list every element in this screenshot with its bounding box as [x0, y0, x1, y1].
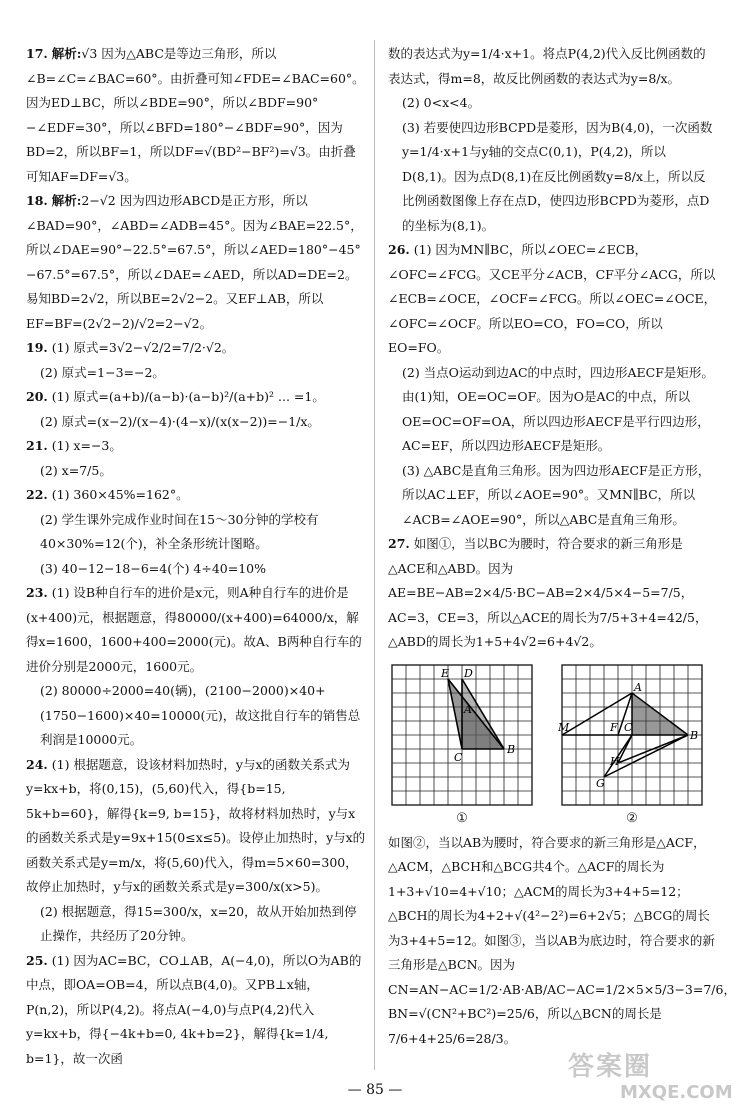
question-number: 27. [388, 536, 410, 551]
analysis-tag: 解析: [51, 46, 82, 61]
svg-text:F: F [610, 720, 618, 734]
answer-subpart: (2) 原式=(x−2)/(x−4)·(4−x)/(x(x−2))=−1/x。 [40, 413, 320, 429]
right-column [388, 42, 736, 1051]
answer-subpart: (3) △ABC是直角三角形。因为四边形AECF是正方形，所以AC⊥EF，所以∠AOE=90°。又MN∥BC，所以∠ACB=∠AOE=90°，所以△ABC是直角三角形。 [402, 462, 711, 527]
figures-row [388, 661, 706, 829]
answer-item [26, 434, 366, 459]
analysis-tag: 解析: [51, 193, 82, 208]
svg-text:B: B [690, 728, 699, 742]
question-number: 18. [26, 193, 48, 208]
answer-text: (1) 原式=(a+b)/(a−b)·(a−b)²/(a+b)² ... =1。 [51, 389, 325, 404]
figure-1-caption: ① [456, 810, 468, 826]
answer-item [26, 949, 366, 1072]
after-figures-text: 如图②，当以AB为腰时，符合要求的新三角形是△ACF，△ACM，△BCH和△BCG共4个。△ACF的周长为1+3+√10=4+√10；△ACM的周长为3+4+5=12；△BCH的周长为4+2+√(4²−2²)=6+2√5；△BCG的周长为3+4+5=12。如图③，当以AB为底边时，符合要求的新三角形是△BCN。因为CN=AN−AC=1/2·AB·AB/AC−AC=1/2×5×5/3−3=7/6，BN=√(CN²+BC²)=25/6，所以△BCN的周长是7/6+4+25/6=28/3。 [388, 834, 736, 1046]
answer-subpart: (2) x=7/5。 [40, 462, 112, 478]
answer-text: (1) 360×45%=162°。 [51, 487, 189, 502]
answer-subpart: (3) 若要使四边形BCPD是菱形，因为B(4,0)，一次函数y=1/4·x+1与y轴的交点C(0,1)，P(4,2)，所以D(8,1)。因为点D(8,1)在反比例函数y=8/x上，所以反比例函数图像上存在点D，使四边形BCPD为菱形，点D的坐标为(8,1)。 [402, 119, 713, 233]
answer-text: (1) 根据题意，设该材料加热时，y与x的函数关系式为y=kx+b，将(0,15)，(5,60)代入，得{b=15, 5k+b=60}，解得{k=9, b=15}，故将材料加热时，y与x的函数关系式是y=9x+15(0≤x≤5)。设停止加热时，y与x的函数关系式是y=m/x，将(5,60)代入，得m=5×60=300，故停止加热时，y与x的函数关系式是y=300/x(x>5)。 [26, 756, 366, 894]
answer-item [26, 189, 366, 336]
question-number: 17. [26, 46, 48, 61]
answer-item [26, 483, 366, 508]
answer-subpart: (2) 80000÷2000=40(辆)，(2100−2000)×40+(1750−1600)×40=10000(元)，故这批自行车的销售总利润是10000元。 [40, 683, 361, 747]
right-item-list [388, 42, 718, 655]
figure-1 [388, 661, 536, 829]
figure-2-caption: ② [626, 810, 638, 826]
answer-item [388, 238, 718, 361]
figure-1-grid-diagram [388, 661, 536, 809]
svg-text:G: G [596, 776, 605, 790]
answer-text: (1) 原式=3√2−√2/2=7/2·√2。 [51, 340, 235, 355]
answer-text: 2−√2 因为四边形ABCD是正方形，所以∠BAD=90°，∠ABD=∠ADB=45°。因为∠BAE=22.5°，所以∠DAE=90°−22.5°=67.5°，所以∠AED=180°−45°−67.5°=67.5°，所以∠DAE=∠AED，所以AD=DE=2。易知BD=2√2，所以BE=2√2−2。又EF⊥AB，所以EF=BF=(2√2−2)/√2=2−√2。 [26, 193, 363, 331]
question-number: 24. [26, 756, 48, 772]
svg-text:A: A [464, 702, 472, 716]
answer-item [388, 532, 718, 655]
answer-item [26, 385, 366, 410]
watermark-logo: 答案圈 [568, 1052, 653, 1082]
svg-text:C: C [624, 720, 633, 734]
svg-text:C: C [454, 750, 463, 764]
svg-text:D: D [464, 666, 473, 680]
answer-item [26, 42, 366, 189]
question-number: 19. [26, 340, 48, 355]
answer-subpart: (2) 原式=1−3=−2。 [40, 364, 165, 380]
answer-item [26, 581, 366, 679]
svg-text:M: M [558, 720, 570, 734]
answer-text: 数的表达式为y=1/4·x+1。将点P(4,2)代入反比例函数的表达式，得m=8，故反比例函数的表达式为y=8/x。 [388, 46, 706, 86]
question-number: 23. [26, 585, 48, 600]
question-number: 21. [26, 438, 48, 453]
answer-subpart: (2) 0<x<4。 [402, 95, 481, 110]
answer-item [26, 753, 366, 900]
question-number: 25. [26, 952, 48, 968]
svg-text:H: H [610, 754, 620, 768]
question-number: 26. [388, 242, 410, 257]
figure-2 [558, 661, 706, 829]
svg-text:B: B [507, 742, 516, 756]
left-column [26, 42, 366, 1071]
svg-text:E: E [441, 666, 450, 680]
svg-text:A: A [634, 680, 642, 694]
answer-subpart: (2) 根据题意，得15=300/x，x=20，故从开始加热到停止操作，共经历了20分钟。 [40, 903, 357, 943]
answer-text: (1) 因为MN∥BC，所以∠OEC=∠ECB，∠OFC=∠FCG。又CE平分∠ACB，CF平分∠ACG，所以∠ECB=∠OCE，∠OCF=∠FCG。所以∠OEC=∠OCE，∠OFC=∠OCF。所以EO=CO，FO=CO，所以EO=FO。 [388, 242, 717, 355]
answer-item [388, 42, 718, 91]
answer-text: (1) x=−3。 [51, 438, 122, 453]
left-item-list [26, 42, 366, 1071]
answer-text: √3 因为△ABC是等边三角形，所以∠B=∠C=∠BAC=60°。由折叠可知∠FDE=∠BAC=60°。因为ED⊥BC，所以∠BDE=90°，所以∠BDF=90°−∠EDF=30°，所以∠BFD=180°−∠BDF=90°，因为BD=2，所以BF=1，所以DF=√(BD²−BF²)=√3。由折叠可知AF=DF=√3。 [26, 46, 365, 184]
answer-item [26, 336, 366, 361]
watermark-url: MXQE.COM [620, 1082, 733, 1103]
page-number: — 85 — [347, 1082, 403, 1098]
answer-text: 如图①，当以BC为腰时，符合要求的新三角形是△ACE和△ABD。因为AE=BE−AB=2×4/5·BC−AB=2×4/5×4−5=7/5，AC=3，CE=3，所以△ACE的周长为7/5+3+4=42/5，△ABD的周长为1+5+4√2=6+4√2。 [388, 536, 708, 649]
question-number: 20. [26, 389, 48, 404]
figure-2-grid-diagram [558, 661, 706, 809]
answer-subpart: (2) 学生课外完成作业时间在15～30分钟的学校有40×30%=12(个)，补全条形统计图略。 [40, 511, 319, 551]
answer-text: (1) 因为AC=BC，CO⊥AB，A(−4,0)，所以O为AB的中点，即OA=OB=4，所以点B(4,0)。又PB⊥x轴，P(n,2)，所以P(4,2)。将点A(−4,0)与点P(4,2)代入y=kx+b，得{−4k+b=0, 4k+b=2}，解得{k=1/4, b=1}，故一次函 [26, 952, 362, 1066]
column-divider [374, 40, 375, 1070]
question-number: 22. [26, 487, 48, 502]
answer-text: (1) 设B种自行车的进价是x元，则A种自行车的进价是(x+400)元，根据题意，得80000/(x+400)=64000/x，解得x=1600，1600+400=2000(元)。故A、B两种自行车的进价分别是2000元，1600元。 [26, 585, 362, 674]
answer-subpart: (3) 40−12−18−6=4(个) 4÷40=10% [40, 560, 267, 576]
answer-subpart: (2) 当点O运动到边AC的中点时，四边形AECF是矩形。由(1)知，OE=OC=OF。因为O是AC的中点，所以OE=OC=OF=OA，所以四边形AECF是平行四边形，AC=EF，所以四边形AECF是矩形。 [402, 364, 714, 453]
